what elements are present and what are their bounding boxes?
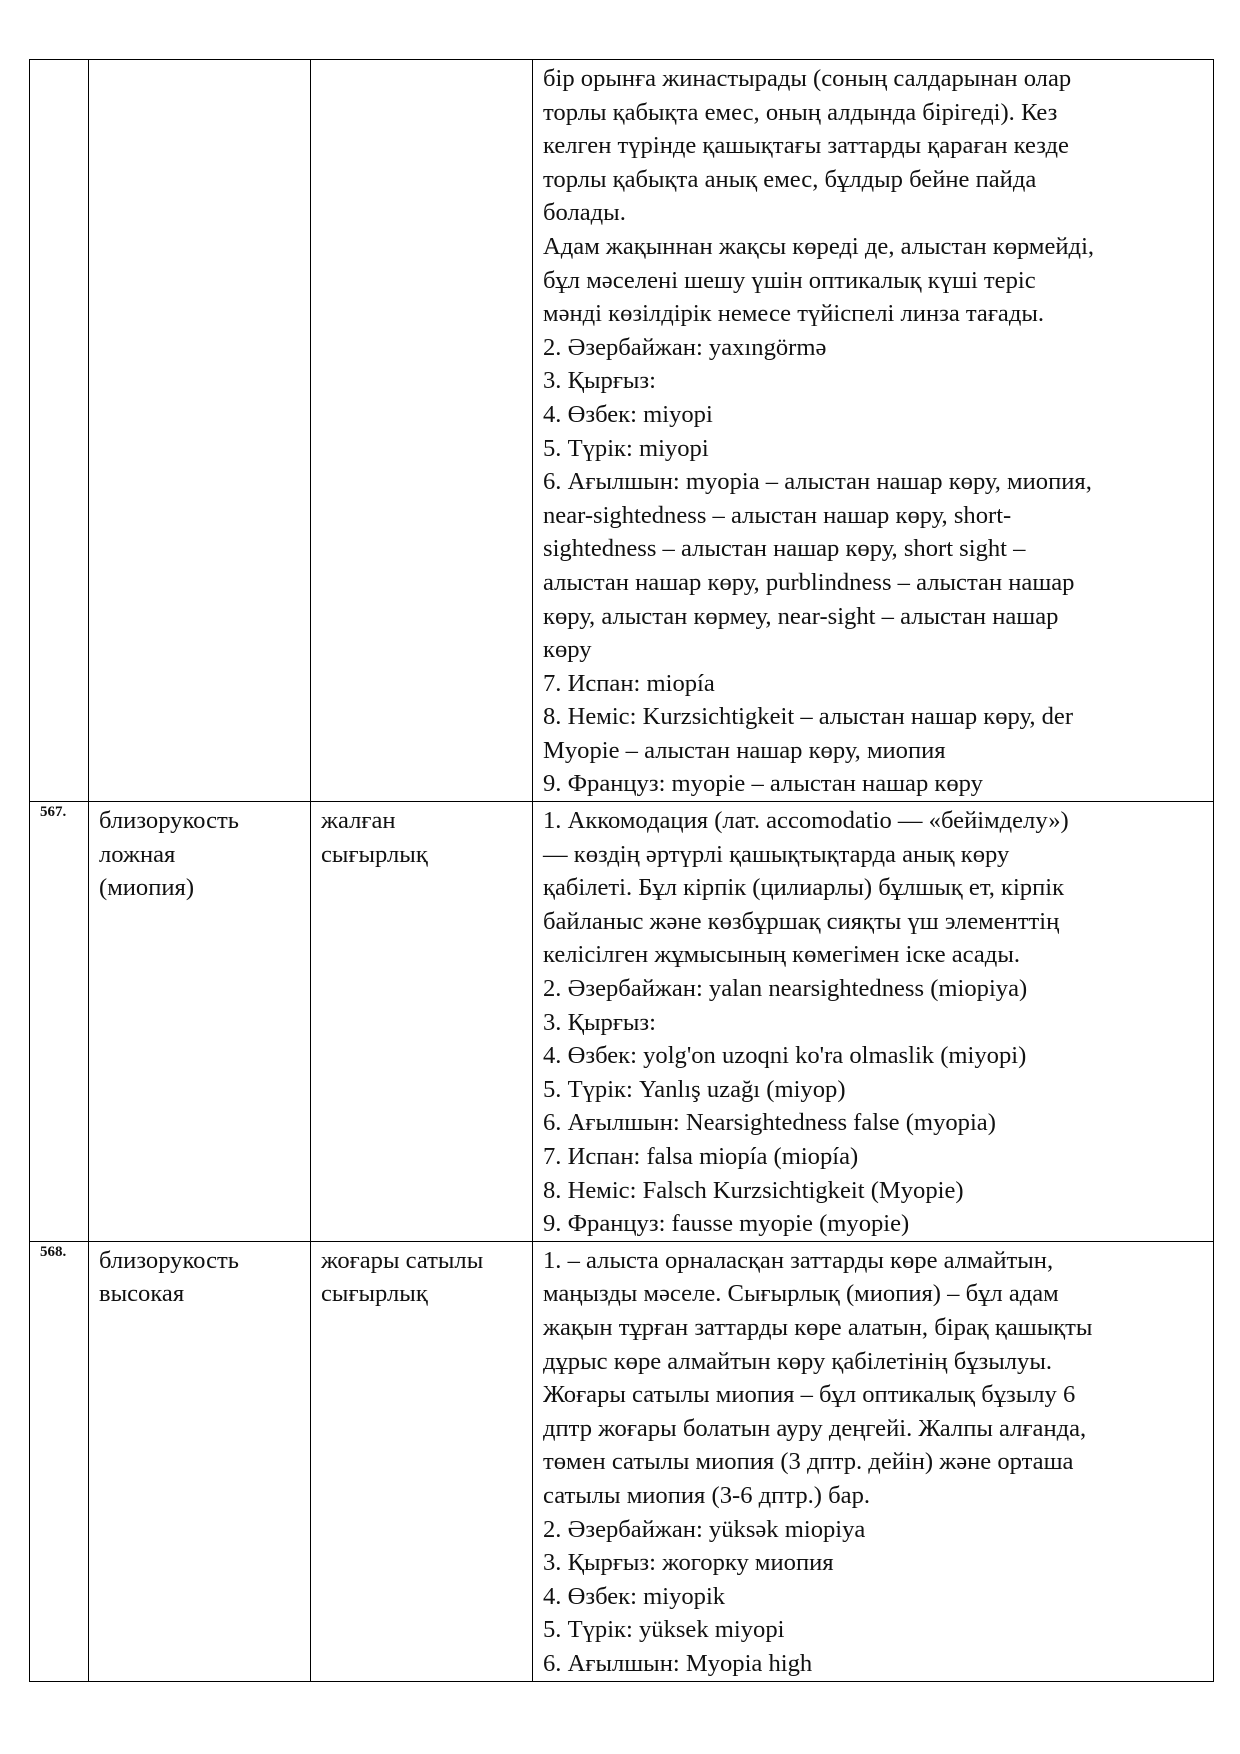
definition-line: 5. Түрік: miyopi bbox=[543, 434, 709, 462]
definition-line: Адам жақыннан жақсы көреді де, алыстан көрмейді, bbox=[543, 232, 1095, 260]
entry-number-cell: 567. bbox=[30, 802, 89, 1242]
kazakh-term-line: сығырлық bbox=[321, 1280, 428, 1308]
definition-line: мәнді көзілдірік немесе түйіспелі линза тағады. bbox=[543, 300, 1045, 328]
russian-term-line: близорукость bbox=[99, 807, 239, 835]
definition-line: төмен сатылы миопия (3 дптр. дейін) және орташа bbox=[543, 1448, 1074, 1476]
kazakh-term-cell bbox=[311, 1241, 533, 1681]
russian-term-line: высокая bbox=[99, 1280, 185, 1308]
kazakh-term-line: жалған bbox=[321, 807, 396, 835]
table-row bbox=[30, 802, 1214, 1242]
kazakh-term-line: жоғары сатылы bbox=[321, 1246, 484, 1274]
definition-line: 8. Неміс: Kurzsichtigkeit – алыстан нашар көру, der bbox=[543, 703, 1074, 731]
definition-line: 9. Француз: myopie – алыстан нашар көру bbox=[543, 770, 983, 798]
definition-line: 2. Әзербайжан: yaxıngörmə bbox=[543, 333, 827, 361]
definition-line: near-sightedness – алыстан нашар көру, short- bbox=[543, 501, 1012, 529]
definition-cell bbox=[533, 1241, 1214, 1681]
definition-line: сатылы миопия (3-6 дптр.) бар. bbox=[543, 1481, 871, 1509]
definition-line: дұрыс көре алмайтын көру қабілетінің бұзылуы. bbox=[543, 1347, 1052, 1375]
russian-term-line: близорукость bbox=[99, 1246, 239, 1274]
table-row bbox=[30, 1241, 1214, 1681]
definition-line: алыстан нашар көру, purblindness – алыстан нашар bbox=[543, 568, 1075, 596]
definition-line: 2. Әзербайжан: yalan nearsightedness (miopiya) bbox=[543, 975, 1028, 1003]
kazakh-term-cell bbox=[311, 60, 533, 802]
entry-number-cell bbox=[30, 60, 89, 802]
definition-line: 7. Испан: falsa miopía (miopía) bbox=[543, 1143, 859, 1170]
definition-cell bbox=[533, 802, 1214, 1242]
russian-term-cell bbox=[89, 60, 311, 802]
definition-line: 1. Аккомодация (лат. accomodatio — «бейімделу») bbox=[543, 807, 1069, 835]
russian-term-cell bbox=[89, 802, 311, 1242]
definition-line: жақын тұрған заттарды көре алатын, бірақ қашықты bbox=[543, 1313, 1093, 1341]
definition-line: 9. Француз: fausse myopie (myopie) bbox=[543, 1210, 910, 1238]
definition-line: 3. Қырғыз: bbox=[543, 1008, 656, 1036]
definition-line: көру bbox=[543, 636, 592, 664]
definition-line: торлы қабықта емес, оның алдында бірігеді). Кез bbox=[543, 98, 1058, 126]
kazakh-term-line: сығырлық bbox=[321, 840, 428, 868]
definition-line: 6. Ағылшын: myopia – алыстан нашар көру, миопия, bbox=[543, 468, 1092, 496]
table-row bbox=[30, 60, 1214, 802]
definition-line: болады. bbox=[543, 199, 626, 227]
definition-line: көру, алыстан көрмеу, near-sight – алыстан нашар bbox=[543, 602, 1059, 630]
definition-line: 2. Әзербайжан: yüksək miopiya bbox=[543, 1515, 866, 1543]
definition-line: қабілеті. Бұл кірпік (цилиарлы) бұлшық ет, кірпік bbox=[543, 874, 1065, 902]
kazakh-term-cell bbox=[311, 802, 533, 1242]
definition-line: Жоғары сатылы миопия – бұл оптикалық бұзылу 6 bbox=[543, 1381, 1076, 1409]
definition-line: 3. Қырғыз: bbox=[543, 367, 656, 395]
russian-term-cell bbox=[89, 1241, 311, 1681]
definition-line: 1. – алыста орналасқан заттарды көре алмайтын, bbox=[543, 1246, 1054, 1274]
definition-cell bbox=[533, 60, 1214, 802]
definition-line: келген түрінде қашықтағы заттарды қараған кезде bbox=[543, 132, 1069, 160]
definition-line: 4. Өзбек: miyopi bbox=[543, 400, 713, 428]
definition-line: Myopie – алыстан нашар көру, миопия bbox=[543, 736, 946, 764]
definition-line: бір орынға жинастырады (соның салдарынан олар bbox=[543, 65, 1072, 92]
russian-term-line: (миопия) bbox=[99, 874, 195, 902]
definition-line: 3. Қырғыз: жогорку миопия bbox=[543, 1549, 834, 1577]
definition-line: 6. Ағылшын: Myopia high bbox=[543, 1649, 813, 1677]
russian-term-line: ложная bbox=[99, 840, 176, 868]
entry-number-cell: 568. bbox=[30, 1241, 89, 1681]
dictionary-table-body bbox=[30, 60, 1214, 1682]
definition-line: 4. Өзбек: miyopik bbox=[543, 1582, 726, 1610]
definition-line: 6. Ағылшын: Nearsightedness false (myopia) bbox=[543, 1109, 996, 1137]
definition-line: — көздің әртүрлі қашықтықтарда анық көру bbox=[543, 840, 1010, 868]
definition-line: sightedness – алыстан нашар көру, short sight – bbox=[543, 535, 1026, 563]
definition-line: 4. Өзбек: yolg'on uzoqni ko'ra olmaslik (miyopi) bbox=[543, 1042, 1027, 1070]
definition-line: маңызды мәселе. Сығырлық (миопия) – бұл адам bbox=[543, 1280, 1059, 1308]
definition-line: бұл мәселені шешу үшін оптикалық күші теріс bbox=[543, 266, 1036, 294]
definition-line: 8. Неміс: Falsch Kurzsichtigkeit (Myopie) bbox=[543, 1176, 964, 1204]
definition-line: 5. Түрік: Yanlış uzağı (miyop) bbox=[543, 1075, 846, 1103]
definition-line: келісілген жұмысының көмегімен іске асады. bbox=[543, 941, 1020, 969]
definition-line: торлы қабықта анық емес, бұлдыр бейне пайда bbox=[543, 165, 1037, 193]
definition-line: 7. Испан: miopía bbox=[543, 669, 715, 697]
definition-line: дптр жоғары болатын ауру деңгейі. Жалпы алғанда, bbox=[543, 1414, 1087, 1442]
definition-line: 5. Түрік: yüksek miyopi bbox=[543, 1616, 785, 1644]
definition-line: байланыс және көзбұршақ сияқты үш элементтің bbox=[543, 907, 1060, 935]
dictionary-table bbox=[29, 59, 1214, 1682]
